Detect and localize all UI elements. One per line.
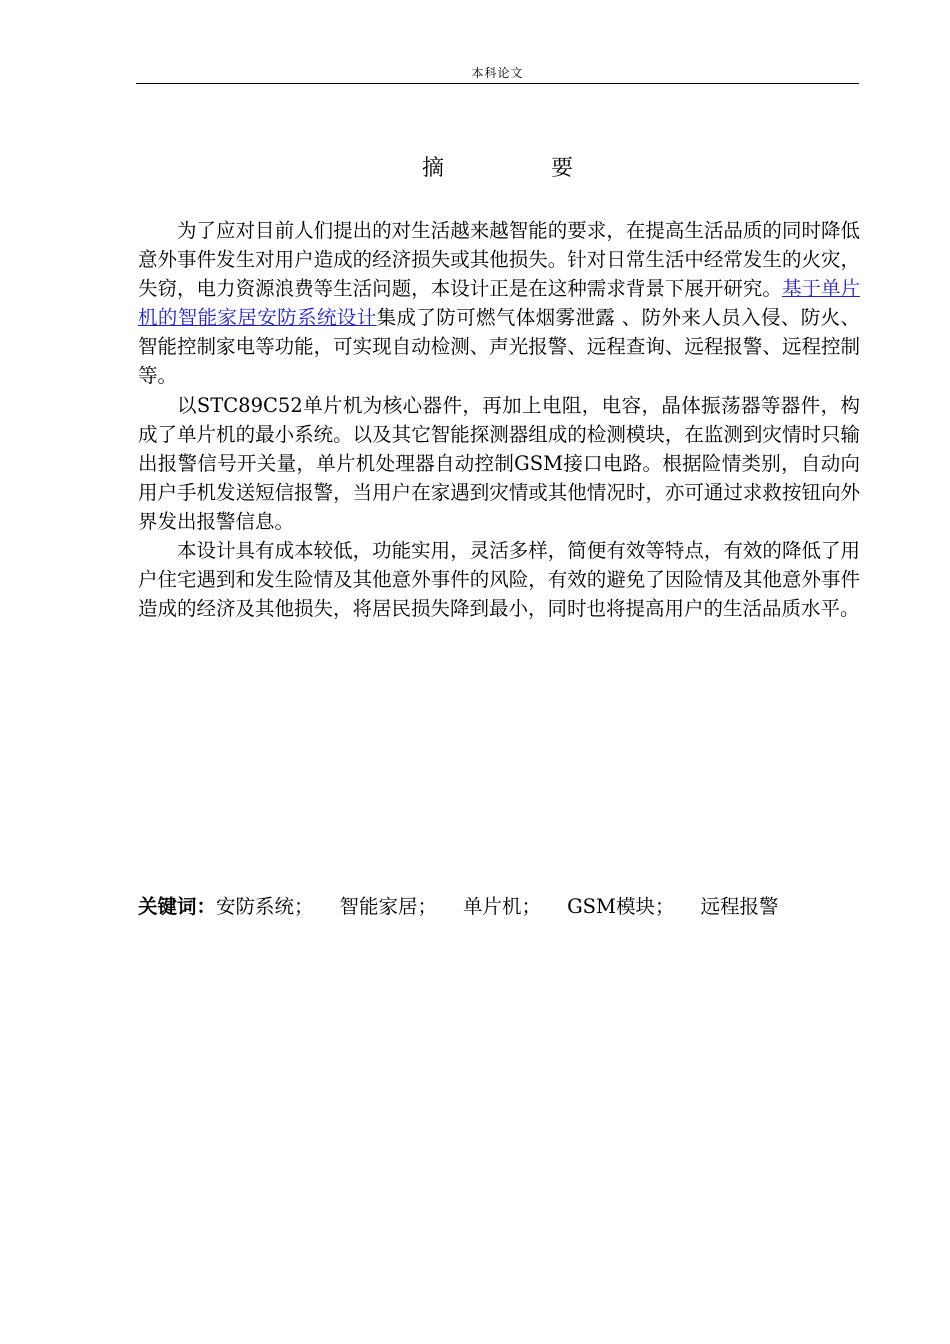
keywords-label: 关键词： <box>138 895 217 918</box>
abstract-title: 摘 要 <box>422 156 623 181</box>
paragraph-1-text-start: 为了应对目前人们提出的对生活越来越智能的要求，在提高生活品质的同时降低意外事件发生对用户造成的经济损失或其他损失。针对日常生活中经常发生的火灾，失窃，电力资源浪费等生活问题，本设计正是在这种需求背景下展开研究。 <box>138 219 860 301</box>
abstract-body <box>138 216 860 623</box>
abstract-paragraph-3: 本设计具有成本较低，功能实用，灵活多样，简便有效等特点，有效的降低了用户住宅遇到和发生险情及其他意外事件的风险，有效的避免了因险情及其他意外事件造成的经济及其他损失，将居民损失降到最小，同时也将提高用户的生活品质水平。 <box>138 539 860 621</box>
keyword-item: 单片机； <box>463 895 542 918</box>
abstract-paragraph-1 <box>138 216 860 391</box>
keywords-line <box>138 892 860 921</box>
design-title-link[interactable]: 基于单片机的智能家居安防系统设计 <box>138 277 860 330</box>
page-header: 本科论文 <box>471 66 524 80</box>
paragraph-1-text-end: 集成了防可燃气体烟雾泄露 、防外来人员入侵、防火、智能控制家电等功能，可实现自动检测、声光报警、远程查询、远程报警、远程控制等。 <box>138 306 860 388</box>
abstract-paragraph-2: 以STC89C52单片机为核心器件，再加上电阻，电容，晶体振荡器等器件，构成了单片机的最小系统。以及其它智能探测器组成的检测模块，在监测到灾情时只输出报警信号开关量，单片机处理器自动控制GSM接口电路。根据险情类别，自动向用户手机发送短信报警，当用户在家遇到灾情或其他情况时，亦可通过求救按钮向外界发出报警信息。 <box>138 393 860 533</box>
keyword-item: 远程报警 <box>700 895 779 918</box>
keyword-item: 安防系统； <box>216 895 314 918</box>
header-divider <box>136 83 859 84</box>
keyword-item: 智能家居； <box>339 895 438 918</box>
keyword-item: GSM模块； <box>567 895 675 918</box>
